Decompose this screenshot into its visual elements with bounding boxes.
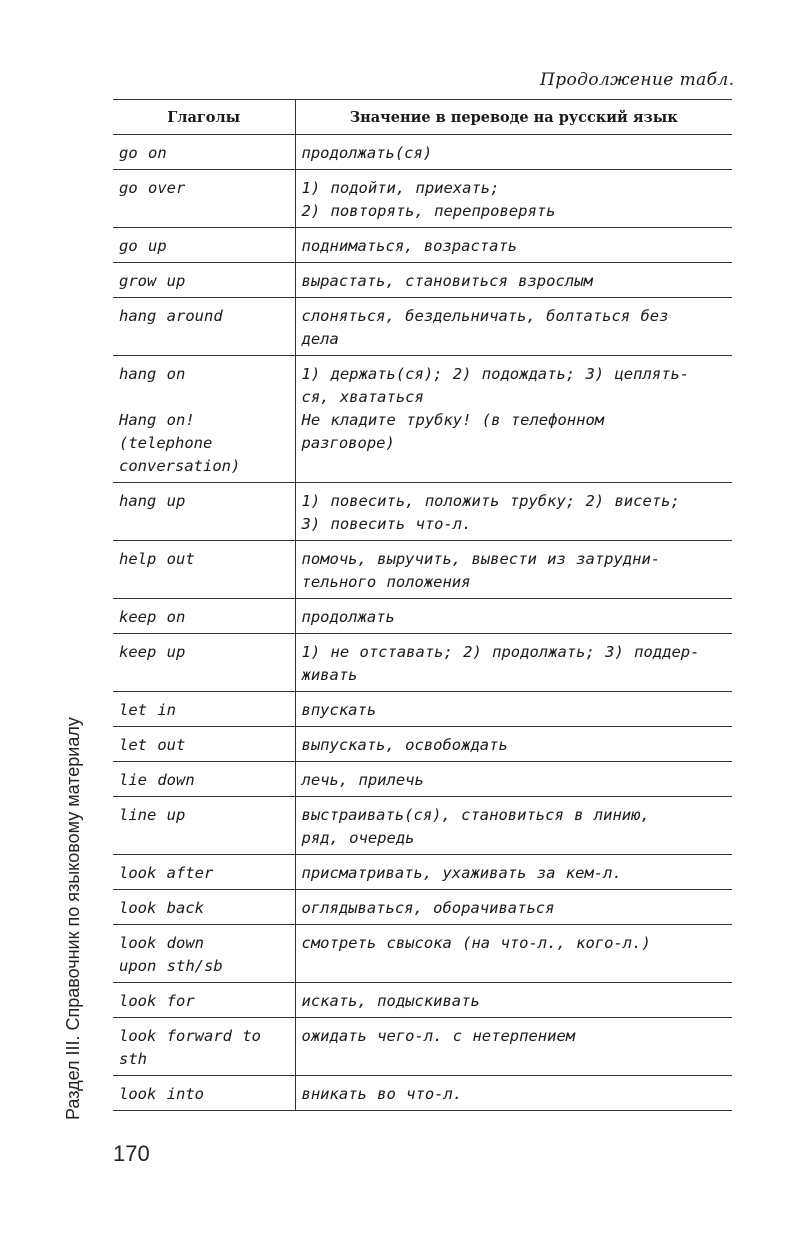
table-row bbox=[113, 797, 732, 855]
table-row bbox=[113, 890, 732, 925]
meaning-cell bbox=[295, 890, 732, 925]
verb-cell-line: look into bbox=[119, 1085, 204, 1103]
meaning-cell-line: продолжать bbox=[301, 608, 395, 626]
verb-cell-line: let out bbox=[119, 736, 186, 754]
verb-cell-line: look forward to bbox=[119, 1027, 261, 1045]
verb-cell-line: look down bbox=[119, 934, 204, 952]
meaning-cell-line: искать, подыскивать bbox=[301, 992, 480, 1010]
table-row bbox=[113, 634, 732, 692]
verb-cell-line: let in bbox=[119, 701, 176, 719]
verb-cell bbox=[113, 298, 295, 356]
verb-cell bbox=[113, 170, 295, 228]
meaning-cell-line: продолжать(ся) bbox=[301, 144, 433, 162]
verb-cell-line: line up bbox=[119, 806, 186, 824]
meaning-cell bbox=[295, 228, 732, 263]
verb-cell bbox=[113, 1076, 295, 1111]
verb-cell bbox=[113, 135, 295, 170]
page-number: 170 bbox=[113, 1141, 150, 1166]
meaning-cell bbox=[295, 727, 732, 762]
meaning-cell-line: живать bbox=[301, 666, 358, 684]
verb-cell bbox=[113, 890, 295, 925]
table-row bbox=[113, 228, 732, 263]
verb-cell-line: go up bbox=[119, 237, 167, 255]
meaning-cell bbox=[295, 925, 732, 983]
phrasal-verbs-table bbox=[113, 99, 732, 1111]
table-body bbox=[113, 135, 732, 1111]
verb-cell-line: Hang on! bbox=[119, 411, 195, 429]
verb-cell bbox=[113, 634, 295, 692]
table-row bbox=[113, 263, 732, 298]
meaning-cell-line: помочь, выручить, вывести из затрудни- bbox=[301, 550, 661, 568]
verb-cell-line: lie down bbox=[119, 771, 195, 789]
table-row bbox=[113, 483, 732, 541]
meaning-cell-line: ся, хвататься bbox=[301, 388, 424, 406]
meaning-cell bbox=[295, 797, 732, 855]
verb-cell bbox=[113, 692, 295, 727]
meaning-cell bbox=[295, 1018, 732, 1076]
table-row bbox=[113, 135, 732, 170]
table-row bbox=[113, 1076, 732, 1111]
column-header-meaning: Значение в переводе на русский язык bbox=[295, 100, 732, 135]
meaning-cell bbox=[295, 599, 732, 634]
verb-cell-line: help out bbox=[119, 550, 195, 568]
verb-cell bbox=[113, 727, 295, 762]
table-row bbox=[113, 599, 732, 634]
verb-cell-line: look for bbox=[119, 992, 195, 1010]
meaning-cell bbox=[295, 135, 732, 170]
section-side-label: Раздел III. Справочник по языковому материалу bbox=[63, 717, 83, 1120]
meaning-cell bbox=[295, 263, 732, 298]
table-row bbox=[113, 541, 732, 599]
meaning-cell bbox=[295, 170, 732, 228]
verb-cell bbox=[113, 855, 295, 890]
meaning-cell-line: подниматься, возрастать bbox=[301, 237, 518, 255]
meaning-cell bbox=[295, 298, 732, 356]
table-row bbox=[113, 356, 732, 483]
meaning-cell-line: тельного положения bbox=[301, 573, 471, 591]
meaning-cell bbox=[295, 855, 732, 890]
verb-cell-line: keep up bbox=[119, 643, 186, 661]
verb-cell-line: grow up bbox=[119, 272, 186, 290]
verb-cell bbox=[113, 983, 295, 1018]
meaning-cell-line: вникать во что-л. bbox=[301, 1085, 463, 1103]
verb-cell-line: (telephone bbox=[119, 434, 213, 452]
meaning-cell bbox=[295, 1076, 732, 1111]
verb-cell bbox=[113, 797, 295, 855]
meaning-cell-line: 2) повторять, перепроверять bbox=[301, 202, 556, 220]
column-header-verbs: Глаголы bbox=[113, 100, 295, 135]
verb-cell-line: hang on bbox=[119, 365, 186, 383]
verb-cell-line: conversation) bbox=[119, 457, 241, 475]
meaning-cell-line: дела bbox=[301, 330, 339, 348]
meaning-cell bbox=[295, 983, 732, 1018]
meaning-cell-line: 1) повесить, положить трубку; 2) висеть; bbox=[301, 492, 680, 510]
meaning-cell-line: Не кладите трубку! (в телефонном bbox=[301, 411, 605, 429]
meaning-cell-line: 1) не отставать; 2) продолжать; 3) поддер- bbox=[301, 643, 700, 661]
table-row bbox=[113, 762, 732, 797]
meaning-cell bbox=[295, 692, 732, 727]
verb-cell-line: hang around bbox=[119, 307, 223, 325]
meaning-cell bbox=[295, 634, 732, 692]
table-row bbox=[113, 925, 732, 983]
table-row bbox=[113, 692, 732, 727]
meaning-cell bbox=[295, 356, 732, 483]
verb-cell bbox=[113, 356, 295, 483]
meaning-cell-line: лечь, прилечь bbox=[301, 771, 424, 789]
meaning-cell-line: 1) держать(ся); 2) подождать; 3) цеплять- bbox=[301, 365, 690, 383]
meaning-cell-line: смотреть свысока (на что-л., кого-л.) bbox=[301, 934, 651, 952]
meaning-cell-line: 1) подойти, приехать; bbox=[301, 179, 500, 197]
meaning-cell-line: выпускать, освобождать bbox=[301, 736, 508, 754]
table-row bbox=[113, 983, 732, 1018]
table-row bbox=[113, 855, 732, 890]
meaning-cell-line: 3) повесить что-л. bbox=[301, 515, 472, 533]
table-header-row bbox=[113, 100, 732, 135]
verb-cell-line bbox=[119, 386, 290, 409]
verb-cell bbox=[113, 483, 295, 541]
verb-cell bbox=[113, 541, 295, 599]
meaning-cell bbox=[295, 762, 732, 797]
verb-cell-line: look after bbox=[119, 864, 214, 882]
table-row bbox=[113, 1018, 732, 1076]
meaning-cell bbox=[295, 483, 732, 541]
table-continuation-label: Продолжение табл. bbox=[540, 70, 735, 90]
verb-cell bbox=[113, 762, 295, 797]
meaning-cell-line: впускать bbox=[301, 701, 377, 719]
verb-cell-line: upon sth/sb bbox=[119, 957, 223, 975]
meaning-cell-line: разговоре) bbox=[301, 434, 395, 452]
verb-cell-line: sth bbox=[119, 1050, 147, 1068]
table-row bbox=[113, 298, 732, 356]
meaning-cell-line: ожидать чего-л. с нетерпением bbox=[301, 1027, 576, 1045]
verb-cell-line: go on bbox=[119, 144, 167, 162]
meaning-cell-line: оглядываться, оборачиваться bbox=[301, 899, 555, 917]
verb-cell-line: keep on bbox=[119, 608, 186, 626]
meaning-cell-line: вырастать, становиться взрослым bbox=[301, 272, 593, 290]
meaning-cell-line: присматривать, ухаживать за кем-л. bbox=[301, 864, 622, 882]
meaning-cell-line: слоняться, бездельничать, болтаться без bbox=[301, 307, 669, 325]
verb-cell-line: hang up bbox=[119, 492, 186, 510]
meaning-cell bbox=[295, 541, 732, 599]
table-row bbox=[113, 727, 732, 762]
table-row bbox=[113, 170, 732, 228]
verb-cell bbox=[113, 263, 295, 298]
verb-cell-line: go over bbox=[119, 179, 186, 197]
verb-cell bbox=[113, 925, 295, 983]
verb-cell bbox=[113, 228, 295, 263]
verb-cell bbox=[113, 599, 295, 634]
verb-cell bbox=[113, 1018, 295, 1076]
meaning-cell-line: выстраивать(ся), становиться в линию, bbox=[301, 806, 650, 824]
verb-cell-line: look back bbox=[119, 899, 204, 917]
meaning-cell-line: ряд, очередь bbox=[301, 829, 415, 847]
